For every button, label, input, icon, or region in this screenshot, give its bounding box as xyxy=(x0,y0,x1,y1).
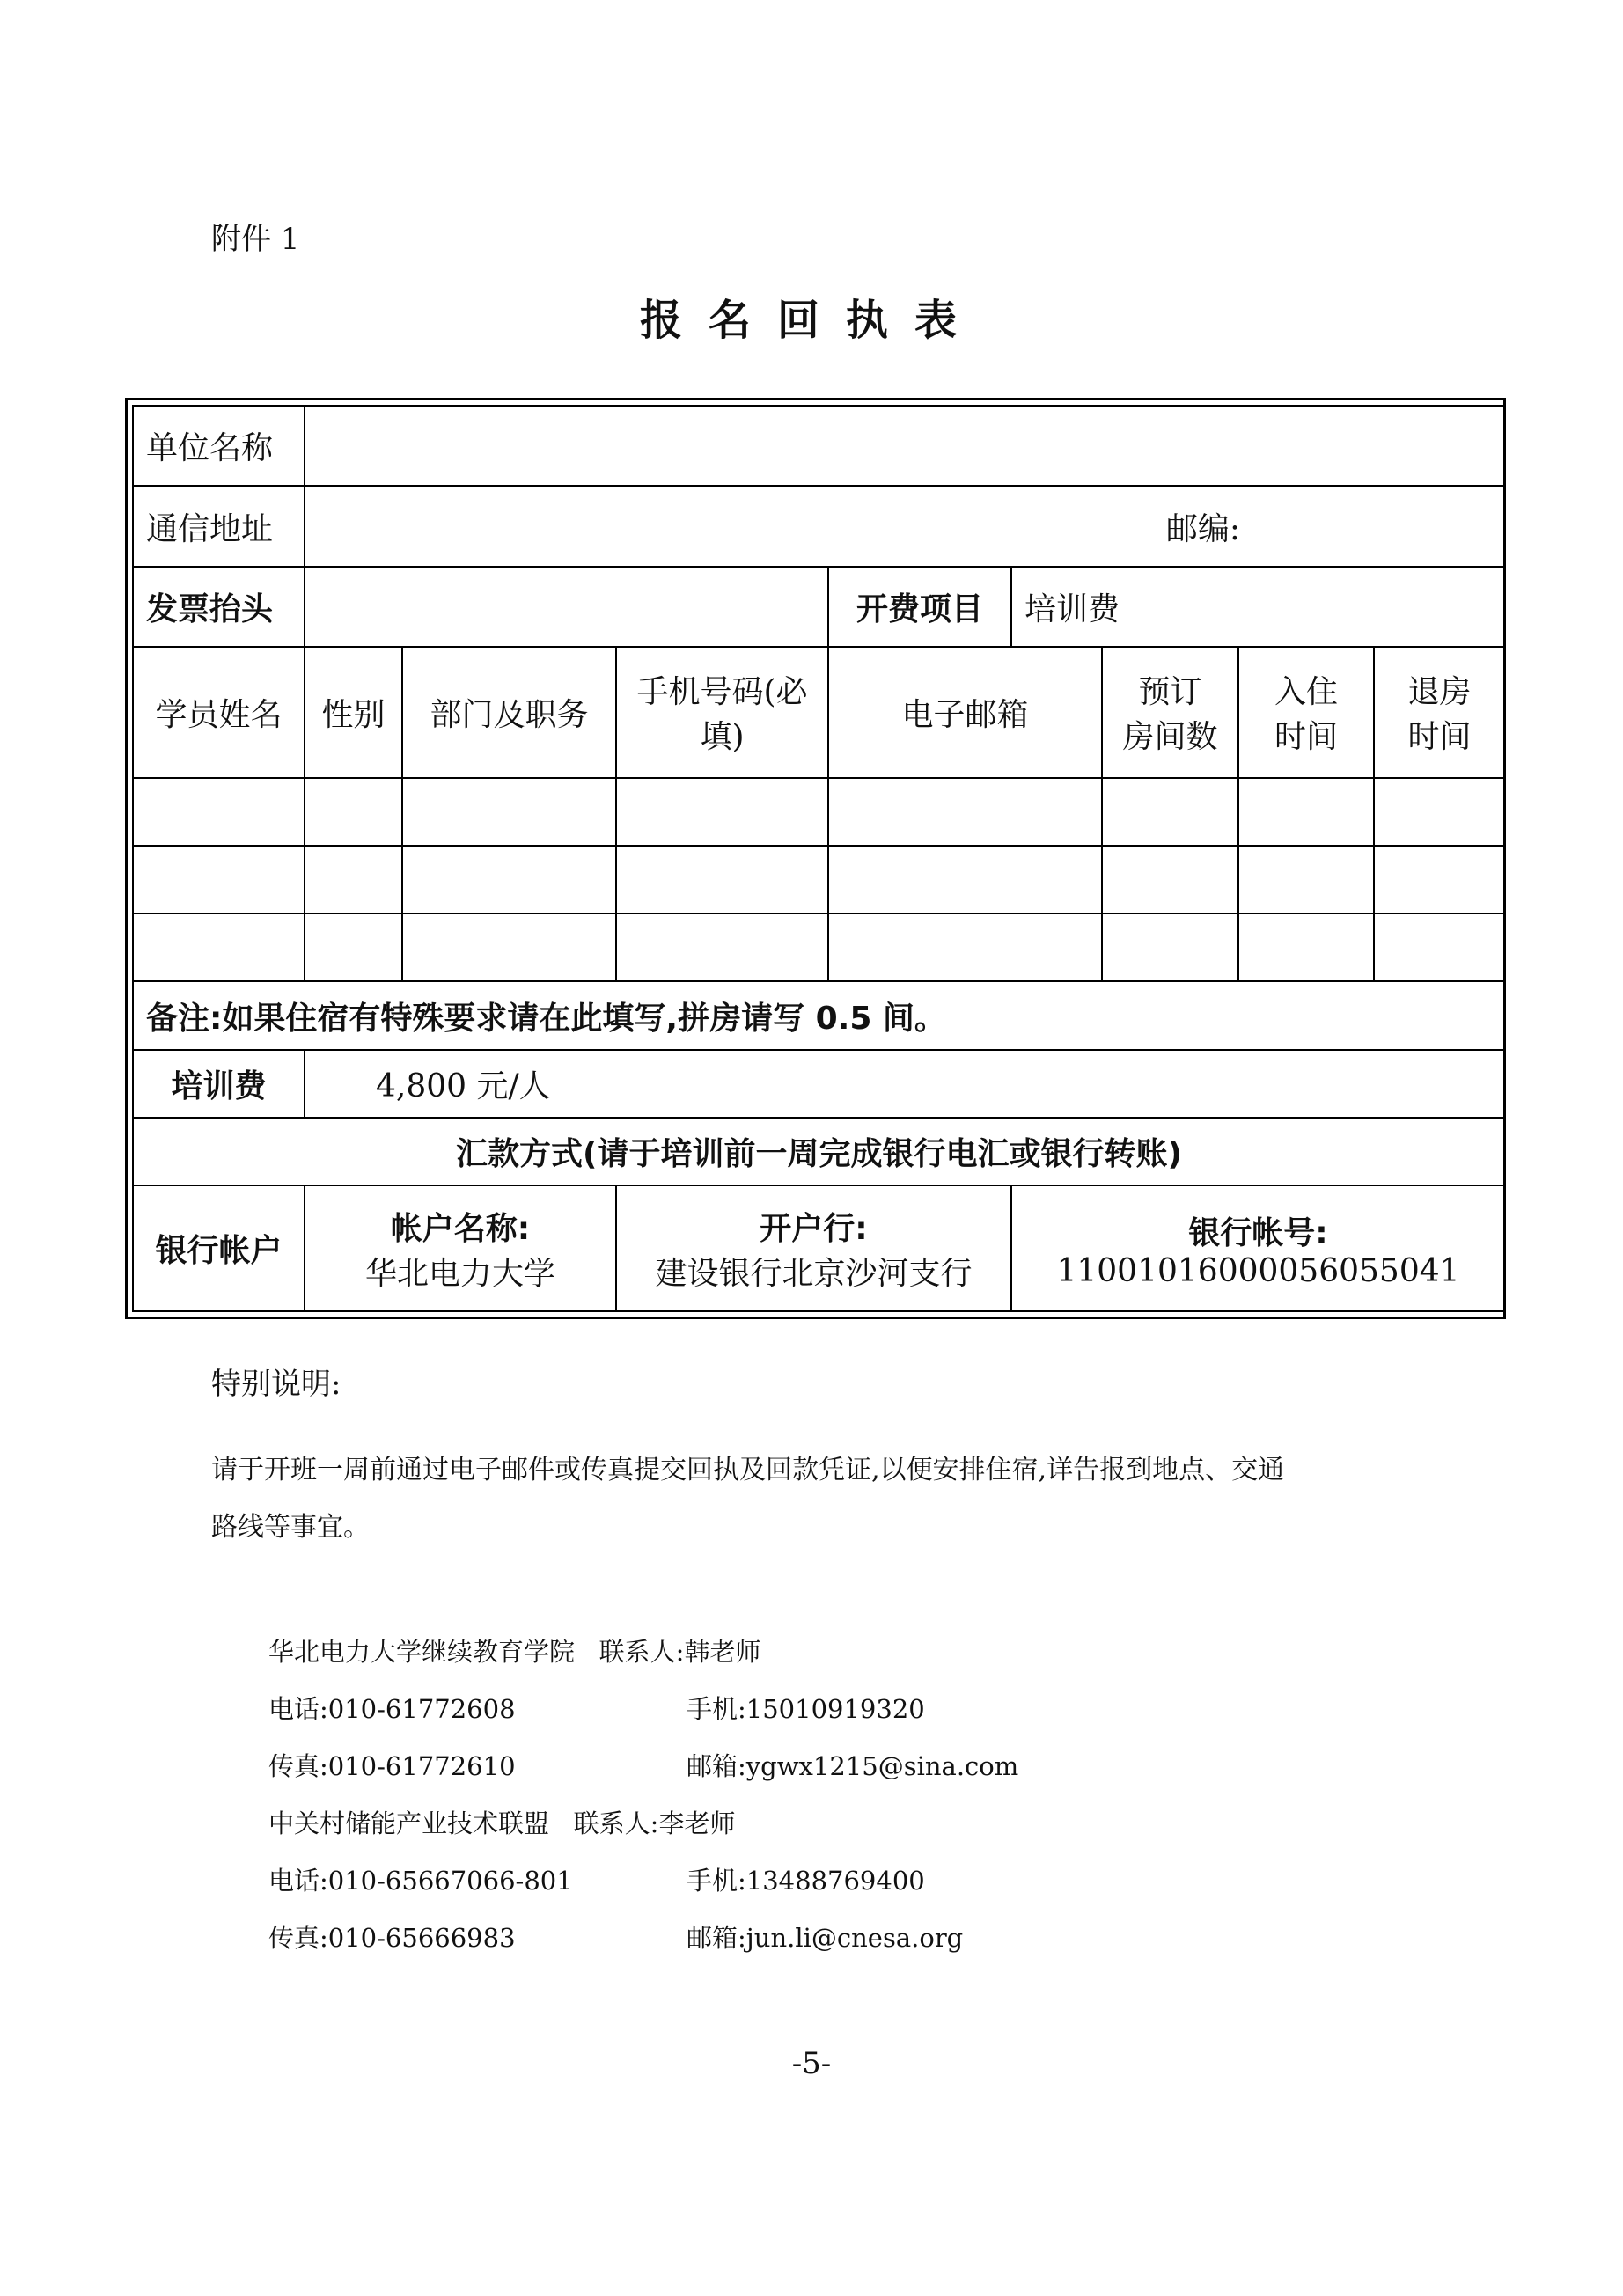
header-rooms-line1: 预订 xyxy=(1138,674,1202,711)
contact-person: 联系人:韩老师 xyxy=(599,1637,761,1667)
remark: 备注:如果住宿有特殊要求请在此填写,拼房请写 0.5 间。 xyxy=(133,981,1505,1049)
postcode-label: 邮编: xyxy=(1165,510,1240,547)
contact-org-1 xyxy=(268,1632,760,1669)
header-phone-line1: 手机号码(必 xyxy=(636,674,808,711)
contact-tel-2: 电话:010-65667066-801 xyxy=(268,1866,573,1896)
bank-branch-label: 开户行: xyxy=(760,1210,868,1247)
contact-email-1: 邮箱:ygwx1215@sina.com xyxy=(687,1751,1019,1781)
cell-gender[interactable] xyxy=(305,778,402,846)
page-title: 报名回执表 xyxy=(639,296,983,345)
cell-name[interactable] xyxy=(133,846,305,913)
contact-tel-1: 电话:010-61772608 xyxy=(268,1694,516,1724)
cell-checkin[interactable] xyxy=(1238,778,1374,846)
special-note-title: 特别说明: xyxy=(211,1367,341,1402)
header-checkin xyxy=(1238,647,1374,778)
special-note-line1: 请于开班一周前通过电子邮件或传真提交回执及回款凭证,以便安排住宿,详告报到地点、交通 xyxy=(211,1455,1285,1485)
header-checkout xyxy=(1374,647,1505,778)
fee-item-label: 开费项目 xyxy=(828,567,1011,647)
header-dept: 部门及职务 xyxy=(402,647,616,778)
cell-rooms[interactable] xyxy=(1102,846,1238,913)
account-no-cell xyxy=(1011,1185,1505,1311)
contact-org-name: 中关村储能产业技术联盟 xyxy=(268,1808,550,1838)
table-row xyxy=(133,778,1505,846)
cell-gender[interactable] xyxy=(305,846,402,913)
table-row xyxy=(133,913,1505,981)
cell-phone[interactable] xyxy=(616,778,828,846)
registration-form xyxy=(125,398,1506,1319)
unit-field[interactable] xyxy=(305,406,1505,486)
header-checkin-line1: 入住 xyxy=(1274,674,1338,711)
special-note-line2: 路线等事宜。 xyxy=(211,1512,370,1543)
contact-mobile-1: 手机:15010919320 xyxy=(687,1694,925,1724)
cell-name[interactable] xyxy=(133,913,305,981)
header-checkout-line2: 时间 xyxy=(1407,719,1472,756)
contact-mobile-2: 手机:13488769400 xyxy=(687,1866,925,1896)
cell-email[interactable] xyxy=(828,778,1102,846)
contact-fax-1: 传真:010-61772610 xyxy=(268,1751,516,1781)
cell-rooms[interactable] xyxy=(1102,778,1238,846)
cell-phone[interactable] xyxy=(616,846,828,913)
unit-label: 单位名称 xyxy=(133,406,305,486)
attachment-label: 附件 1 xyxy=(211,222,300,257)
cell-gender[interactable] xyxy=(305,913,402,981)
cell-dept[interactable] xyxy=(402,778,616,846)
cell-name[interactable] xyxy=(133,778,305,846)
bank-branch-cell xyxy=(616,1185,1011,1311)
account-name: 华北电力大学 xyxy=(364,1255,555,1292)
bank-label: 银行帐户 xyxy=(133,1185,305,1311)
header-checkin-line2: 时间 xyxy=(1274,719,1338,756)
header-rooms-line2: 房间数 xyxy=(1122,719,1218,756)
invoice-label: 发票抬头 xyxy=(133,567,305,647)
contact-person: 联系人:李老师 xyxy=(573,1808,736,1838)
cell-rooms[interactable] xyxy=(1102,913,1238,981)
cell-phone[interactable] xyxy=(616,913,828,981)
address-label: 通信地址 xyxy=(133,486,305,566)
cell-email[interactable] xyxy=(828,913,1102,981)
account-name-cell xyxy=(305,1185,616,1311)
account-no-label: 银行帐号: xyxy=(1188,1214,1328,1251)
address-field[interactable] xyxy=(305,486,1505,566)
contact-email-2: 邮箱:jun.li@cnesa.org xyxy=(687,1923,964,1953)
header-gender: 性别 xyxy=(305,647,402,778)
account-name-label: 帐户名称: xyxy=(390,1210,531,1247)
cell-checkout[interactable] xyxy=(1374,913,1505,981)
header-name: 学员姓名 xyxy=(133,647,305,778)
fee-label: 培训费 xyxy=(133,1050,305,1118)
header-phone xyxy=(616,647,828,778)
cell-email[interactable] xyxy=(828,846,1102,913)
cell-checkout[interactable] xyxy=(1374,846,1505,913)
table-row xyxy=(133,846,1505,913)
remit-method: 汇款方式(请于培训前一周完成银行电汇或银行转账) xyxy=(133,1118,1505,1185)
fee-value: 4,800 元/人 xyxy=(305,1050,1505,1118)
cell-checkin[interactable] xyxy=(1238,913,1374,981)
header-checkout-line1: 退房 xyxy=(1407,674,1472,711)
invoice-field[interactable] xyxy=(305,567,828,647)
fee-item-value: 培训费 xyxy=(1011,567,1505,647)
header-phone-line2: 填) xyxy=(700,719,745,756)
contact-org-2 xyxy=(268,1804,735,1840)
header-rooms xyxy=(1102,647,1238,778)
cell-checkout[interactable] xyxy=(1374,778,1505,846)
page-number: -5- xyxy=(791,2046,832,2081)
contact-org-name: 华北电力大学继续教育学院 xyxy=(268,1637,576,1667)
header-email: 电子邮箱 xyxy=(828,647,1102,778)
account-no: 11001016000056055041 xyxy=(1056,1252,1460,1289)
cell-dept[interactable] xyxy=(402,846,616,913)
cell-dept[interactable] xyxy=(402,913,616,981)
contact-fax-2: 传真:010-65666983 xyxy=(268,1923,516,1953)
bank-branch: 建设银行北京沙河支行 xyxy=(655,1255,973,1292)
cell-checkin[interactable] xyxy=(1238,846,1374,913)
